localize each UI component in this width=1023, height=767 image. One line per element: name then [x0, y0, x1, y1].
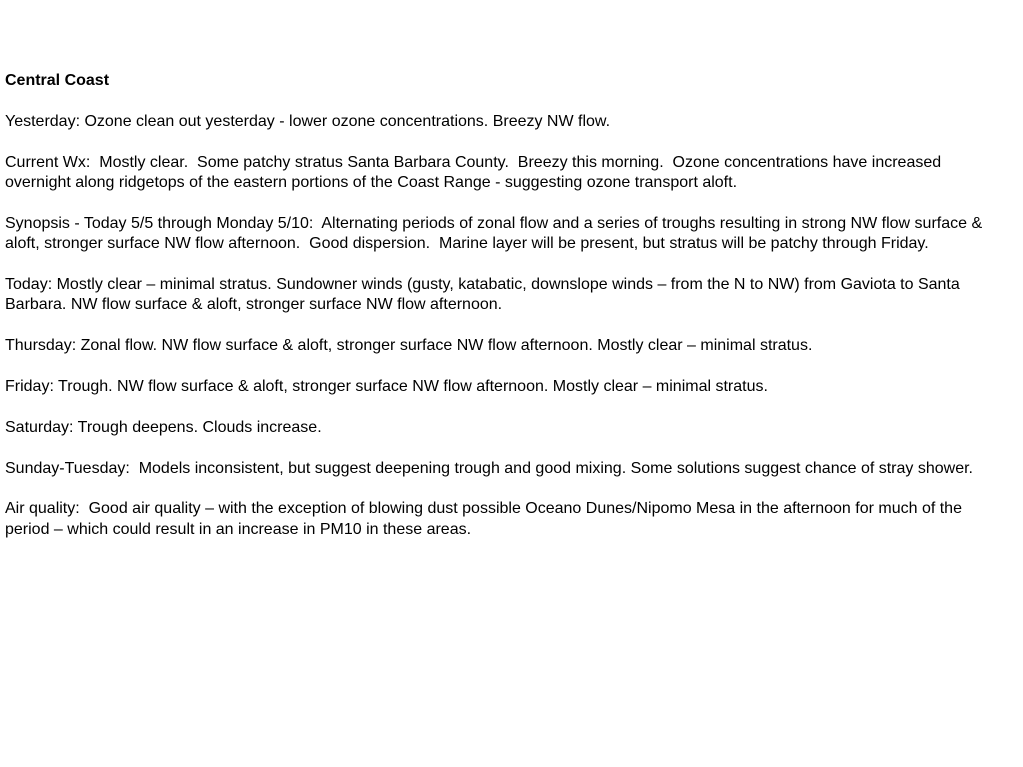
paragraph-air-quality: Air quality: Good air quality – with the exception of blowing dust possible Oceano Dunes/Nipomo Mesa in the afternoon for much of the period – which could result in an increase in PM10 in these areas.	[5, 500, 967, 538]
paragraph-friday: Friday: Trough. NW flow surface & aloft, stronger surface NW flow afternoon. Mostly clear – minimal stratus.	[5, 378, 768, 395]
paragraph-synopsis: Synopsis - Today 5/5 through Monday 5/10: Alternating periods of zonal flow and a series of troughs resulting in strong NW flow surface & aloft, stronger surface NW flow afternoon. Good dispersion. Marine layer will be present, but stratus will be patchy through Friday.	[5, 214, 987, 253]
paragraph-sunday-tuesday: Sunday-Tuesday: Models inconsistent, but suggest deepening trough and good mixing. Some solutions suggest chance of stray shower.	[5, 459, 973, 477]
paragraph-current-wx: Current Wx: Mostly clear. Some patchy stratus Santa Barbara County. Breezy this morning. Ozone concentrations have increased overnight along ridgetops of the eastern portions of the Coast Range - suggesting ozone transport aloft.	[5, 153, 946, 191]
document-title: Central Coast	[5, 72, 110, 89]
paragraph-today: Today: Mostly clear – minimal stratus. Sundowner winds (gusty, katabatic, downslope winds – from the N to NW) from Gaviota to Santa Barbara. NW flow surface & aloft, stronger surface NW flow afternoon.	[5, 276, 965, 314]
paragraph-yesterday: Yesterday: Ozone clean out yesterday - lower ozone concentrations. Breezy NW flow.	[5, 112, 611, 130]
forecast-document	[5, 71, 1010, 561]
paragraph-thursday: Thursday: Zonal flow. NW flow surface & aloft, stronger surface NW flow afternoon. Mostly clear – minimal stratus.	[5, 337, 813, 355]
paragraph-saturday: Saturday: Trough deepens. Clouds increase.	[5, 418, 322, 436]
